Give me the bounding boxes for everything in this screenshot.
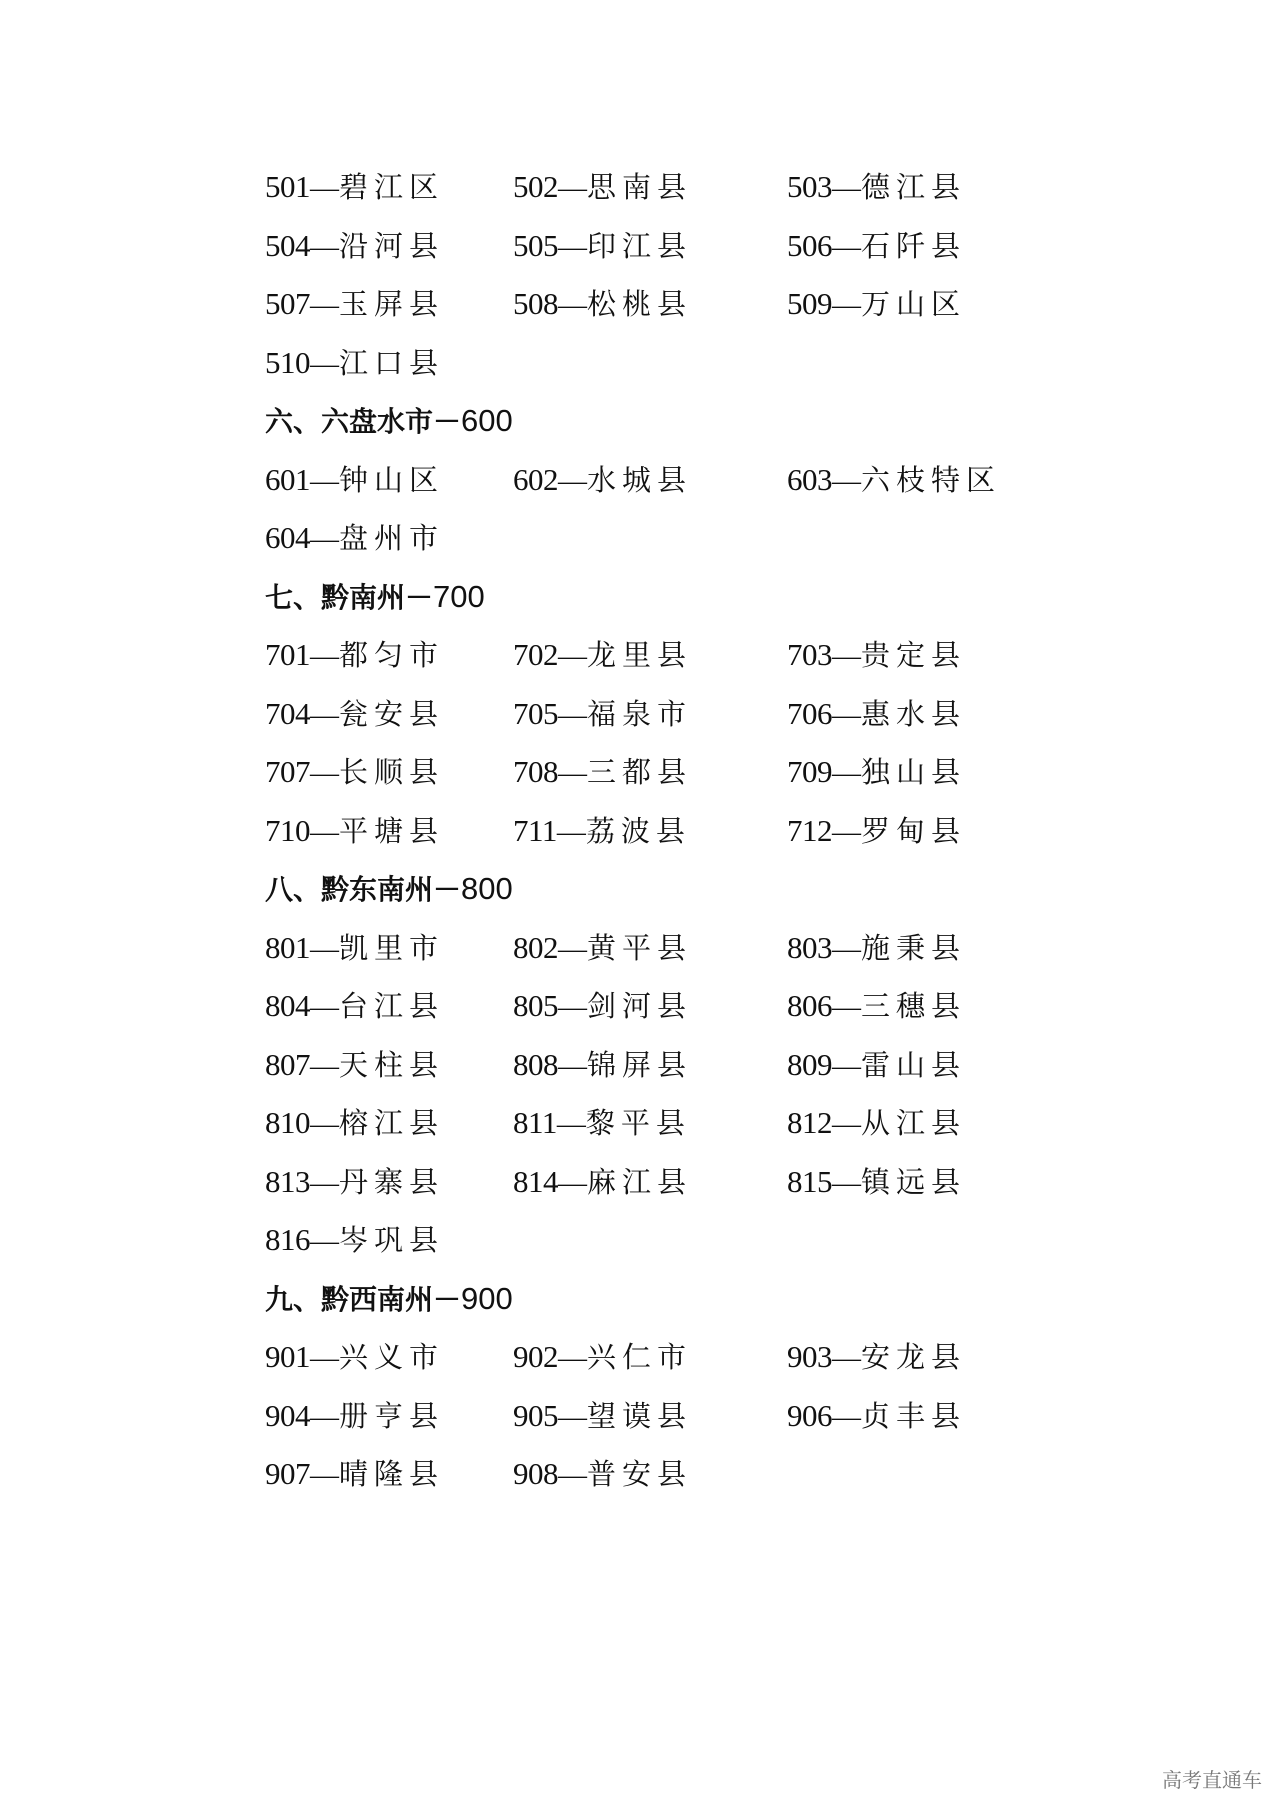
county-entry bbox=[265, 1445, 444, 1505]
county-code: 903 bbox=[787, 1339, 832, 1374]
separator: — bbox=[832, 172, 861, 204]
county-name: 德江县 bbox=[861, 170, 967, 204]
county-code: 906 bbox=[787, 1397, 832, 1433]
entry-row bbox=[265, 802, 1165, 861]
county-code: 707 bbox=[265, 754, 310, 789]
county-name: 三都县 bbox=[587, 755, 693, 789]
section-title: 八、黔东南州－ bbox=[265, 873, 462, 906]
county-code: 816 bbox=[265, 1222, 310, 1257]
county-name: 榕江县 bbox=[339, 1106, 445, 1140]
county-entry bbox=[265, 919, 444, 979]
separator: — bbox=[832, 1166, 861, 1199]
section-heading bbox=[265, 568, 1165, 627]
section-title: 六、六盘水市－ bbox=[265, 405, 462, 438]
separator: — bbox=[310, 698, 339, 731]
county-name: 平塘县 bbox=[339, 813, 445, 848]
county-entry bbox=[513, 802, 691, 862]
county-entry bbox=[265, 1153, 444, 1213]
county-name: 黄平县 bbox=[587, 930, 693, 965]
county-entry bbox=[265, 977, 444, 1037]
entry-row bbox=[265, 1211, 1165, 1270]
separator: — bbox=[310, 230, 339, 263]
section-title: 九、黔西南州－ bbox=[265, 1282, 462, 1316]
separator: — bbox=[832, 1049, 861, 1082]
county-code: 902 bbox=[513, 1339, 558, 1374]
county-entry bbox=[513, 626, 692, 686]
county-entry bbox=[265, 158, 444, 218]
county-code-list bbox=[265, 158, 1165, 1504]
entry-row bbox=[265, 334, 1165, 393]
county-name: 望谟县 bbox=[587, 1398, 693, 1433]
county-entry bbox=[787, 802, 966, 862]
entry-row bbox=[265, 1153, 1165, 1212]
separator: — bbox=[558, 1049, 587, 1082]
county-code: 701 bbox=[265, 637, 310, 672]
county-code: 507 bbox=[265, 286, 310, 321]
county-entry bbox=[265, 1036, 444, 1096]
county-code: 602 bbox=[513, 461, 558, 497]
county-name: 松桃县 bbox=[587, 287, 693, 321]
county-name: 沿河县 bbox=[339, 228, 445, 263]
county-name: 晴隆县 bbox=[339, 1457, 445, 1491]
separator: — bbox=[558, 757, 587, 789]
county-entry bbox=[787, 977, 966, 1037]
county-entry bbox=[787, 1387, 966, 1447]
county-name: 丹寨县 bbox=[339, 1164, 445, 1199]
county-name: 碧江区 bbox=[339, 170, 445, 204]
county-name: 安龙县 bbox=[861, 1340, 967, 1374]
county-code: 908 bbox=[513, 1456, 558, 1491]
county-code: 708 bbox=[513, 754, 558, 789]
separator: — bbox=[832, 698, 861, 731]
county-name: 石阡县 bbox=[861, 228, 967, 263]
entry-row bbox=[265, 1328, 1165, 1387]
county-code: 704 bbox=[265, 695, 310, 731]
separator: — bbox=[310, 991, 339, 1023]
county-code: 811 bbox=[513, 1105, 557, 1140]
county-code: 808 bbox=[513, 1046, 558, 1082]
county-entry bbox=[265, 1387, 444, 1447]
county-entry bbox=[265, 1328, 444, 1388]
county-code: 510 bbox=[265, 344, 310, 380]
county-entry bbox=[513, 1445, 692, 1505]
county-name: 水城县 bbox=[587, 462, 693, 497]
county-name: 都匀市 bbox=[339, 638, 445, 672]
separator: — bbox=[310, 1108, 339, 1140]
county-entry bbox=[513, 275, 692, 335]
county-code: 901 bbox=[265, 1339, 310, 1374]
separator: — bbox=[310, 1225, 339, 1257]
county-name: 贞丰县 bbox=[861, 1398, 967, 1433]
county-code: 710 bbox=[265, 812, 310, 848]
county-code: 703 bbox=[787, 637, 832, 672]
separator: — bbox=[832, 991, 861, 1023]
separator: — bbox=[832, 1400, 861, 1433]
county-entry bbox=[513, 158, 692, 218]
entry-row bbox=[265, 626, 1165, 685]
separator: — bbox=[558, 1400, 587, 1433]
county-code: 904 bbox=[265, 1397, 310, 1433]
county-entry bbox=[787, 217, 966, 277]
county-code: 702 bbox=[513, 637, 558, 672]
county-name: 雷山县 bbox=[861, 1047, 967, 1082]
county-entry bbox=[787, 1094, 966, 1154]
county-code: 815 bbox=[787, 1163, 832, 1199]
county-entry bbox=[265, 802, 444, 862]
county-code: 705 bbox=[513, 695, 558, 731]
county-entry bbox=[513, 217, 692, 277]
separator: — bbox=[832, 640, 861, 672]
separator: — bbox=[558, 1459, 587, 1491]
county-code: 503 bbox=[787, 169, 832, 204]
county-entry bbox=[513, 1387, 692, 1447]
county-code: 601 bbox=[265, 461, 310, 497]
county-entry bbox=[513, 1094, 691, 1154]
county-entry bbox=[265, 743, 444, 803]
section-code: 700 bbox=[433, 578, 485, 614]
separator: — bbox=[558, 932, 587, 965]
county-name: 盘州市 bbox=[339, 521, 445, 555]
separator: — bbox=[310, 347, 339, 380]
county-name: 兴仁市 bbox=[587, 1340, 693, 1374]
county-code: 812 bbox=[787, 1105, 832, 1140]
entry-row bbox=[265, 919, 1165, 978]
separator: — bbox=[832, 1108, 861, 1140]
county-name: 镇远县 bbox=[861, 1164, 967, 1199]
county-code: 905 bbox=[513, 1397, 558, 1433]
section-heading bbox=[265, 1270, 1165, 1329]
separator: — bbox=[832, 289, 861, 321]
county-entry bbox=[265, 685, 444, 745]
separator: — bbox=[558, 1166, 587, 1199]
county-name: 施秉县 bbox=[861, 930, 967, 965]
county-entry bbox=[513, 977, 692, 1037]
county-name: 独山县 bbox=[861, 755, 967, 789]
county-name: 岑巩县 bbox=[339, 1223, 445, 1257]
entry-row bbox=[265, 1387, 1165, 1446]
county-code: 802 bbox=[513, 929, 558, 965]
entry-row bbox=[265, 977, 1165, 1036]
county-entry bbox=[265, 1094, 444, 1154]
county-name: 三穗县 bbox=[861, 989, 967, 1023]
separator: — bbox=[558, 289, 587, 321]
separator: — bbox=[558, 230, 587, 263]
separator: — bbox=[310, 815, 339, 848]
county-name: 钟山区 bbox=[339, 462, 445, 497]
county-entry bbox=[513, 451, 692, 511]
county-name: 从江县 bbox=[861, 1106, 967, 1140]
county-name: 万山区 bbox=[861, 287, 967, 321]
county-name: 天柱县 bbox=[339, 1047, 445, 1082]
entry-row bbox=[265, 1445, 1165, 1504]
county-name: 兴义市 bbox=[339, 1340, 445, 1374]
entry-row bbox=[265, 1036, 1165, 1095]
section-code: 800 bbox=[461, 871, 513, 906]
county-entry bbox=[265, 217, 444, 277]
county-name: 黎平县 bbox=[585, 1106, 691, 1140]
separator: — bbox=[558, 464, 587, 497]
county-entry bbox=[513, 743, 692, 803]
separator: — bbox=[558, 698, 587, 731]
county-entry bbox=[787, 919, 966, 979]
county-name: 罗甸县 bbox=[861, 813, 967, 848]
section-heading bbox=[265, 392, 1165, 451]
county-code: 809 bbox=[787, 1046, 832, 1082]
county-entry bbox=[787, 1328, 966, 1388]
county-entry bbox=[787, 626, 966, 686]
county-entry bbox=[787, 1153, 966, 1213]
county-code: 509 bbox=[787, 286, 832, 321]
separator: — bbox=[556, 1108, 586, 1140]
county-entry bbox=[265, 1211, 444, 1271]
section-heading bbox=[265, 860, 1165, 919]
county-name: 江口县 bbox=[339, 345, 445, 380]
county-name: 长顺县 bbox=[339, 755, 445, 789]
county-code: 814 bbox=[513, 1163, 558, 1199]
watermark: 高考直通车 bbox=[1162, 1768, 1262, 1792]
county-entry bbox=[787, 1036, 966, 1096]
entry-row bbox=[265, 451, 1165, 510]
county-name: 麻江县 bbox=[587, 1164, 693, 1199]
entry-row bbox=[265, 158, 1165, 217]
entry-row bbox=[265, 509, 1165, 568]
county-entry bbox=[265, 626, 444, 686]
separator: — bbox=[310, 464, 339, 497]
county-name: 印江县 bbox=[587, 228, 693, 263]
county-entry bbox=[265, 451, 444, 511]
county-code: 603 bbox=[787, 461, 832, 497]
county-entry bbox=[265, 509, 444, 569]
county-name: 思南县 bbox=[587, 170, 693, 204]
entry-row bbox=[265, 743, 1165, 802]
county-name: 册亨县 bbox=[339, 1398, 445, 1433]
county-name: 荔波县 bbox=[585, 813, 691, 848]
county-code: 711 bbox=[513, 812, 557, 848]
separator: — bbox=[832, 757, 861, 789]
separator: — bbox=[310, 1166, 339, 1199]
county-entry bbox=[787, 158, 966, 218]
entry-row bbox=[265, 1094, 1165, 1153]
county-name: 凯里市 bbox=[339, 930, 445, 965]
county-entry bbox=[513, 1036, 692, 1096]
county-name: 剑河县 bbox=[587, 989, 693, 1023]
entry-row bbox=[265, 275, 1165, 334]
county-code: 806 bbox=[787, 988, 832, 1023]
separator: — bbox=[832, 1342, 861, 1374]
county-code: 706 bbox=[787, 695, 832, 731]
separator: — bbox=[558, 1342, 587, 1374]
separator: — bbox=[310, 523, 339, 555]
separator: — bbox=[558, 991, 587, 1023]
county-name: 六枝特区 bbox=[861, 462, 1002, 497]
county-entry bbox=[513, 919, 692, 979]
separator: — bbox=[558, 640, 587, 672]
county-name: 玉屏县 bbox=[339, 287, 445, 321]
county-name: 贵定县 bbox=[861, 638, 967, 672]
separator: — bbox=[832, 464, 861, 497]
county-code: 502 bbox=[513, 169, 558, 204]
county-entry bbox=[787, 743, 966, 803]
county-entry bbox=[265, 334, 444, 394]
section-code: 900 bbox=[461, 1280, 513, 1316]
separator: — bbox=[310, 1400, 339, 1433]
separator: — bbox=[832, 230, 861, 263]
separator: — bbox=[310, 289, 339, 321]
entry-row bbox=[265, 217, 1165, 276]
county-name: 普安县 bbox=[587, 1457, 693, 1491]
county-code: 508 bbox=[513, 286, 558, 321]
county-code: 804 bbox=[265, 988, 310, 1023]
county-code: 803 bbox=[787, 929, 832, 965]
county-name: 龙里县 bbox=[587, 638, 693, 672]
county-name: 瓮安县 bbox=[339, 696, 445, 731]
separator: — bbox=[310, 1049, 339, 1082]
separator: — bbox=[310, 640, 339, 672]
county-name: 台江县 bbox=[339, 989, 445, 1023]
separator: — bbox=[556, 815, 586, 848]
county-entry bbox=[513, 685, 692, 745]
county-entry bbox=[265, 275, 444, 335]
county-code: 504 bbox=[265, 227, 310, 263]
separator: — bbox=[310, 932, 339, 965]
section-title: 七、黔南州－ bbox=[265, 580, 434, 614]
county-code: 709 bbox=[787, 754, 832, 789]
separator: — bbox=[832, 815, 861, 848]
county-code: 506 bbox=[787, 227, 832, 263]
county-entry bbox=[513, 1328, 692, 1388]
separator: — bbox=[310, 172, 339, 204]
county-name: 锦屏县 bbox=[587, 1047, 693, 1082]
county-entry bbox=[787, 685, 966, 745]
county-name: 福泉市 bbox=[587, 696, 693, 731]
separator: — bbox=[310, 1342, 339, 1374]
county-code: 505 bbox=[513, 227, 558, 263]
county-code: 805 bbox=[513, 988, 558, 1023]
county-entry bbox=[513, 1153, 692, 1213]
separator: — bbox=[310, 757, 339, 789]
county-code: 501 bbox=[265, 169, 310, 204]
county-code: 907 bbox=[265, 1456, 310, 1491]
county-code: 712 bbox=[787, 812, 832, 848]
county-code: 801 bbox=[265, 929, 310, 965]
separator: — bbox=[310, 1459, 339, 1491]
entry-row bbox=[265, 685, 1165, 744]
county-entry bbox=[787, 275, 966, 335]
county-name: 惠水县 bbox=[861, 696, 967, 731]
separator: — bbox=[832, 932, 861, 965]
county-code: 807 bbox=[265, 1046, 310, 1082]
separator: — bbox=[558, 172, 587, 204]
county-entry bbox=[787, 451, 1001, 511]
county-code: 813 bbox=[265, 1163, 310, 1199]
county-code: 810 bbox=[265, 1105, 310, 1140]
section-code: 600 bbox=[461, 403, 513, 438]
county-code: 604 bbox=[265, 520, 310, 555]
